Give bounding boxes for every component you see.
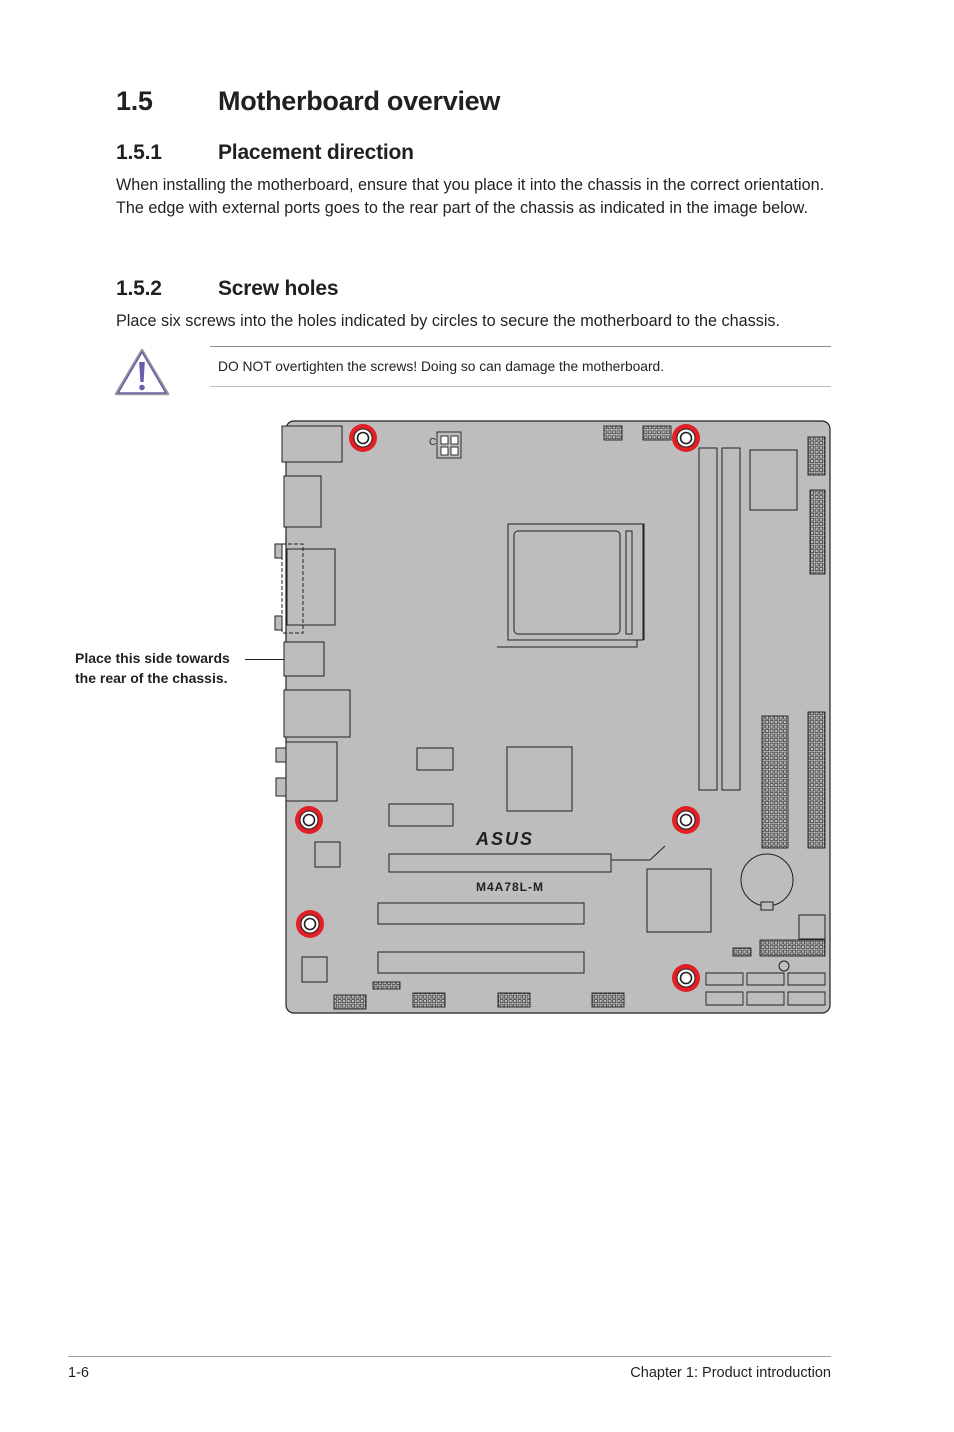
io-usb-port bbox=[284, 476, 321, 527]
sata-port-3 bbox=[788, 973, 825, 985]
io-ps2-port bbox=[282, 426, 342, 462]
subsection-title-1: Placement direction bbox=[218, 141, 414, 164]
front-usb-header bbox=[808, 437, 825, 475]
io-lan-port bbox=[284, 690, 350, 737]
battery-clip bbox=[761, 902, 773, 910]
chapter-title: Chapter 1: Product introduction bbox=[630, 1365, 831, 1381]
clrtc-jumper bbox=[373, 982, 400, 989]
subsection-number-2: 1.5.2 bbox=[116, 277, 162, 300]
small-square-1 bbox=[315, 842, 340, 867]
pcie-x1-slot bbox=[389, 804, 453, 826]
caution-text: DO NOT overtighten the screws! Doing so can damage the motherboard. bbox=[218, 359, 665, 374]
jumper-circle bbox=[779, 961, 789, 971]
footer-rule bbox=[68, 1356, 831, 1357]
small-chip-1 bbox=[417, 748, 453, 770]
section-number: 1.5 bbox=[116, 86, 153, 116]
fan-header-1 bbox=[604, 426, 622, 440]
section-heading bbox=[116, 86, 153, 117]
pci-slot-1 bbox=[378, 903, 584, 924]
io-usb-lan-port bbox=[284, 642, 324, 676]
page-number: 1-6 bbox=[68, 1365, 89, 1381]
io-audio-port bbox=[286, 742, 337, 801]
screw-hole-3 bbox=[295, 806, 323, 834]
cpu-socket-lever bbox=[626, 531, 632, 634]
io-audio-tab-bottom bbox=[276, 778, 286, 796]
screw-paragraph: Place six screws into the holes indicated by circles to secure the motherboard to the chassis. bbox=[116, 312, 781, 330]
small-square-2 bbox=[302, 957, 327, 982]
superio-chip bbox=[750, 450, 797, 510]
subsection-number-1: 1.5.1 bbox=[116, 141, 162, 164]
usb-header-3 bbox=[498, 993, 530, 1007]
caution-bottom-rule bbox=[210, 386, 831, 387]
small-header bbox=[733, 948, 751, 956]
fan-header-2 bbox=[643, 426, 671, 440]
model-label: M4A78L-M bbox=[476, 880, 545, 894]
section-title: Motherboard overview bbox=[218, 86, 501, 116]
pcie-x16-slot bbox=[389, 854, 611, 872]
spdif-header bbox=[760, 940, 825, 956]
bios-chip bbox=[799, 915, 825, 939]
usb-header-1 bbox=[334, 995, 366, 1009]
screw-hole-5 bbox=[296, 910, 324, 938]
usb-header-2 bbox=[413, 993, 445, 1007]
panel-header bbox=[592, 993, 624, 1007]
atx12v-label: C bbox=[429, 437, 437, 448]
screw-hole-6 bbox=[672, 964, 700, 992]
subsection-title-2: Screw holes bbox=[218, 277, 339, 300]
sata-port-2 bbox=[747, 973, 784, 985]
rear-callout-line2: the rear of the chassis. bbox=[75, 670, 228, 686]
screw-hole-4 bbox=[672, 806, 700, 834]
northbridge-chip bbox=[507, 747, 572, 811]
caution-top-rule bbox=[210, 346, 831, 347]
io-vga-tab-bottom bbox=[275, 616, 282, 630]
io-vga-port bbox=[287, 549, 335, 625]
atx-power-connector bbox=[762, 716, 788, 848]
placement-paragraph: When installing the motherboard, ensure that you place it into the chassis in the correct orientation. The edge with external ports goes to the rear part of the chassis as indicated in the image below. bbox=[116, 176, 825, 217]
sata-port-6 bbox=[788, 992, 825, 1005]
cpu-socket-inner bbox=[514, 531, 620, 634]
battery-holder bbox=[741, 854, 793, 906]
southbridge-chip bbox=[647, 869, 711, 932]
sata-port-4 bbox=[706, 992, 743, 1005]
ide-connector bbox=[810, 490, 825, 574]
screw-hole-2 bbox=[672, 424, 700, 452]
io-audio-tab-top bbox=[276, 748, 286, 762]
asus-logo: ASUS bbox=[476, 829, 535, 849]
dimm-slot-a bbox=[699, 448, 717, 790]
io-vga-tab-top bbox=[275, 544, 282, 558]
pci-slot-2 bbox=[378, 952, 584, 973]
sata-port-1 bbox=[706, 973, 743, 985]
motherboard-diagram bbox=[270, 418, 835, 1018]
warning-triangle-icon bbox=[114, 347, 170, 397]
floppy-connector bbox=[808, 712, 825, 848]
screw-hole-1 bbox=[349, 424, 377, 452]
rear-callout bbox=[75, 648, 230, 688]
sata-port-5 bbox=[747, 992, 784, 1005]
dimm-slot-b bbox=[722, 448, 740, 790]
rear-callout-line1: Place this side towards bbox=[75, 650, 230, 666]
